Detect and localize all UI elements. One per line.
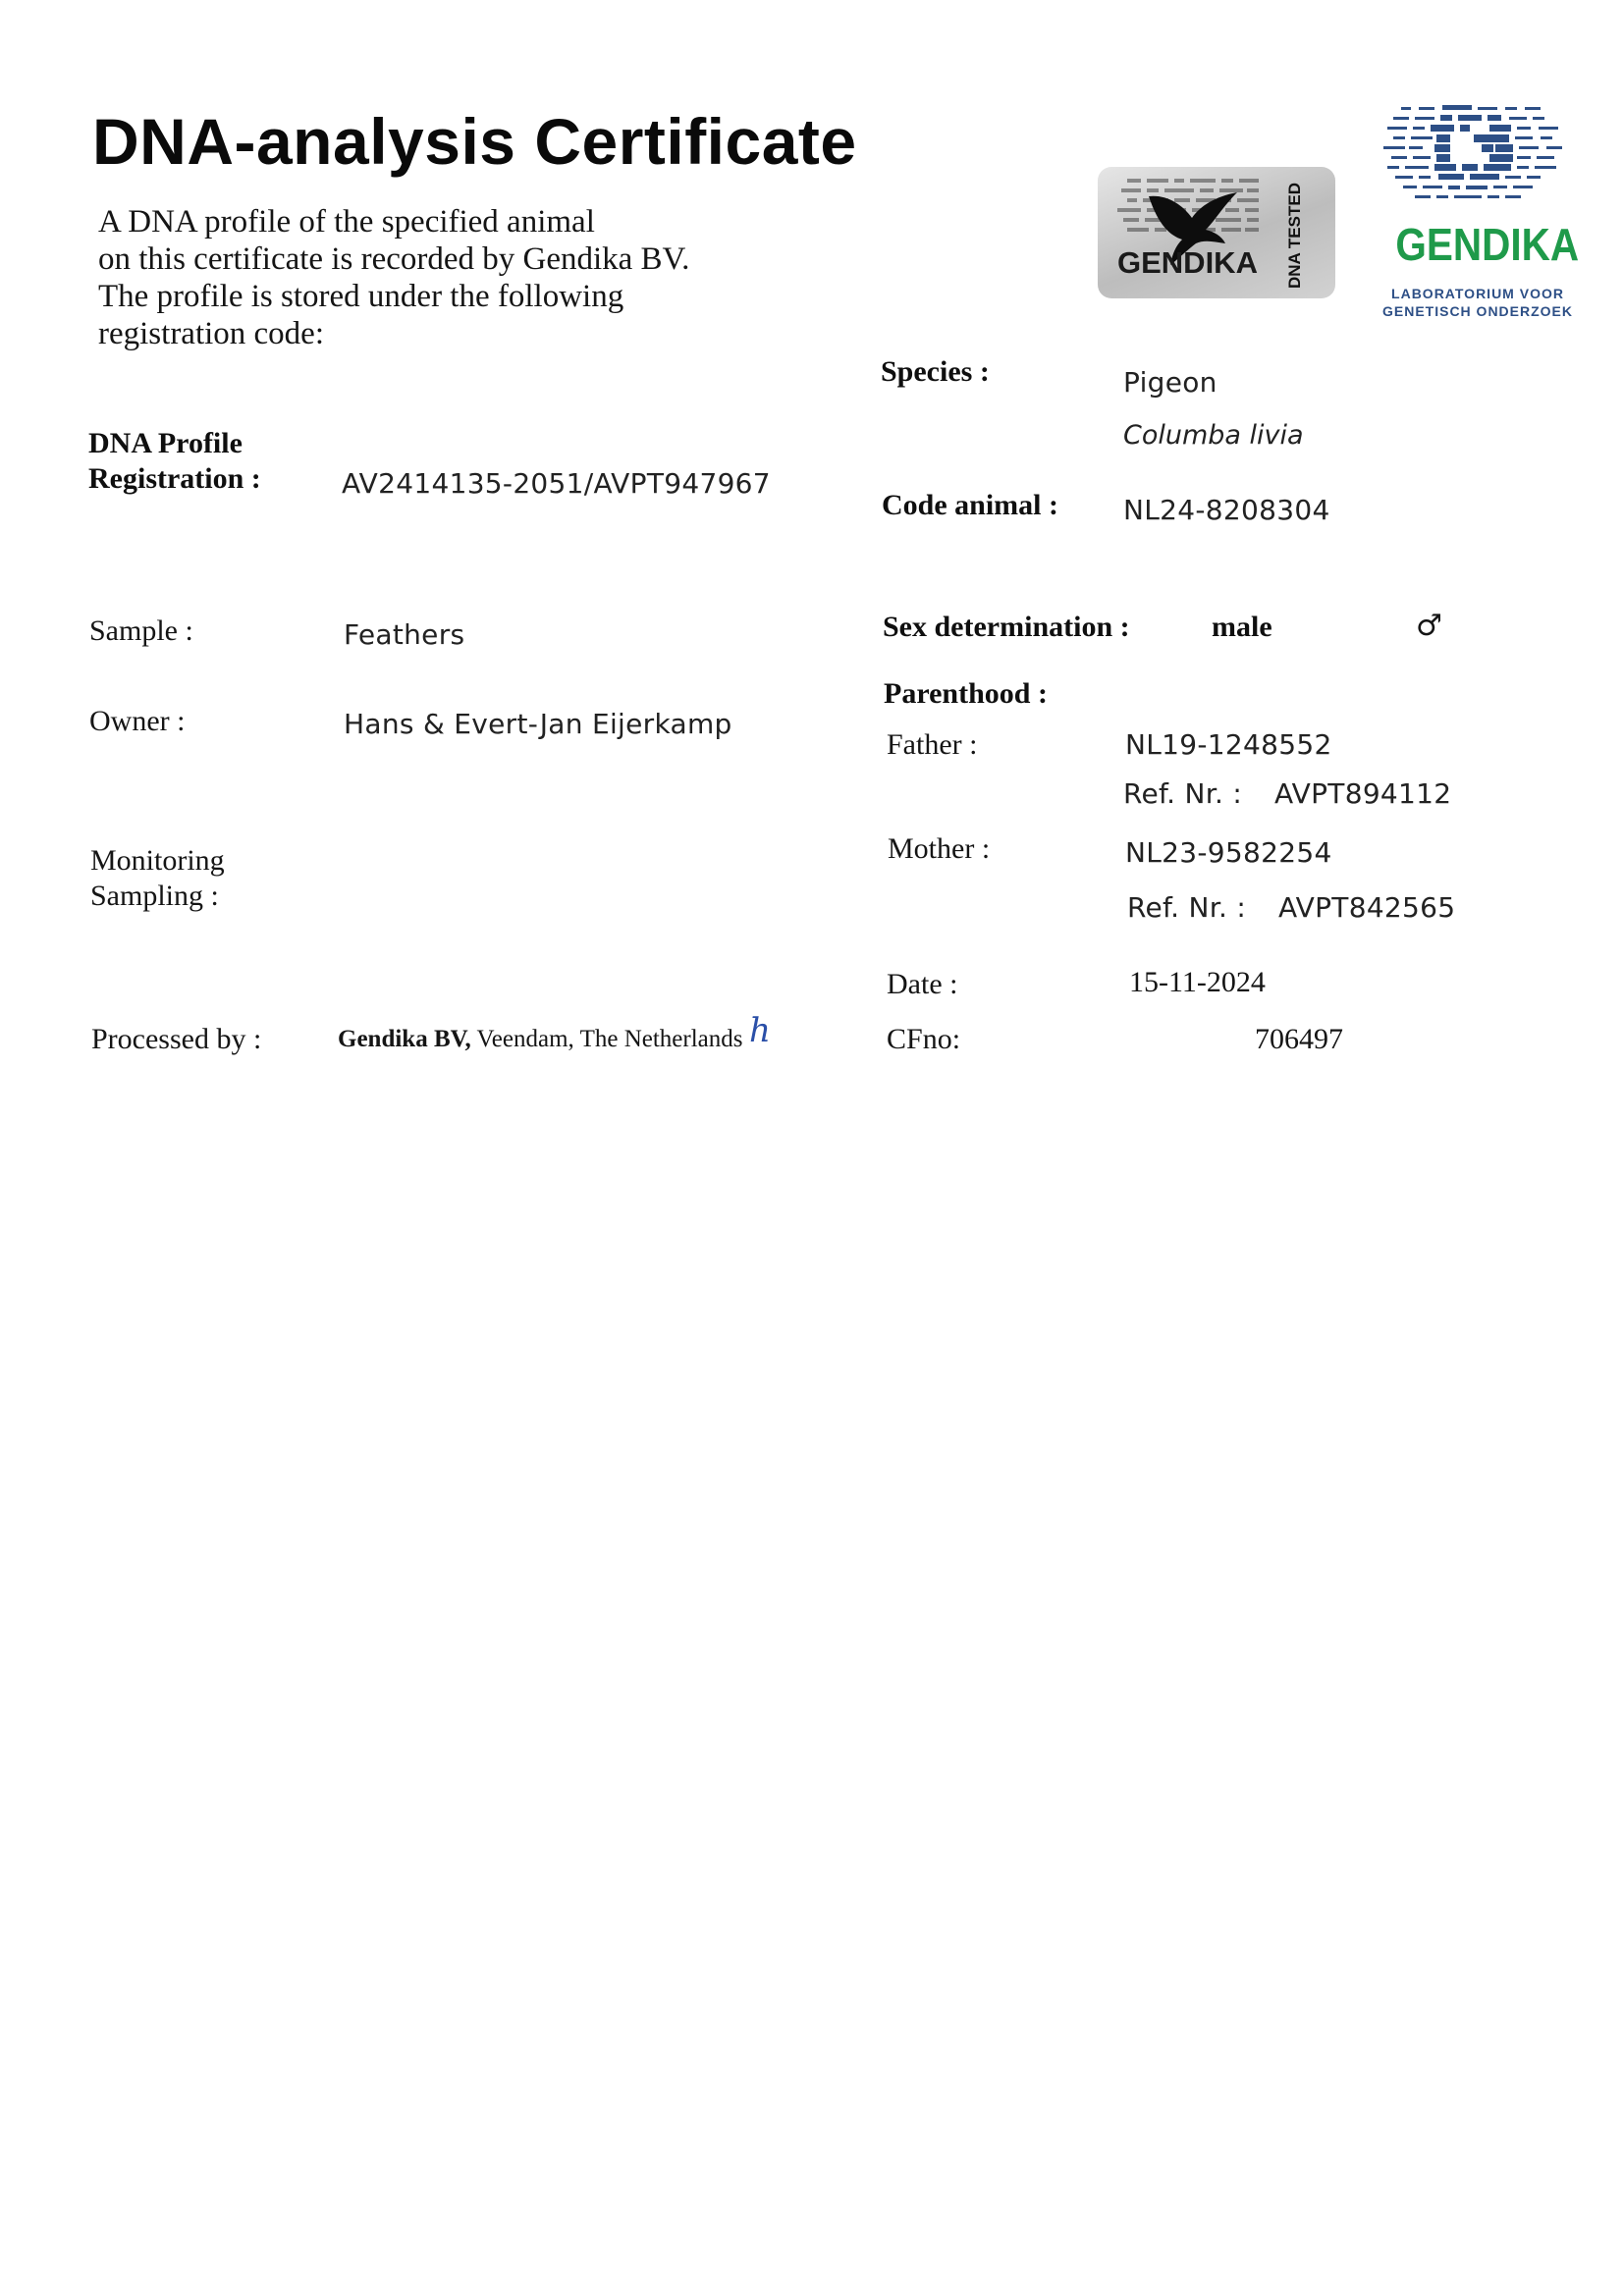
owner-value: Hans & Evert-Jan Eijerkamp xyxy=(344,708,732,740)
gendika-logo-mark xyxy=(1380,103,1576,213)
gendika-logo-subtitle xyxy=(1380,285,1576,320)
father-ref-value: AVPT894112 xyxy=(1274,777,1452,810)
intro-line: on this certificate is recorded by Gendika BV. xyxy=(98,241,690,277)
sex-value: male xyxy=(1212,611,1272,643)
certificate-title: DNA-analysis Certificate xyxy=(92,105,857,178)
processed-company: Gendika BV, xyxy=(338,1026,471,1052)
sex-determination-label: Sex determination : xyxy=(883,611,1130,643)
processed-location: Veendam, The Netherlands xyxy=(470,1026,743,1052)
sample-label: Sample : xyxy=(89,614,193,647)
father-value: NL19-1248552 xyxy=(1125,728,1332,761)
dna-profile-label: DNA Profile xyxy=(88,427,243,459)
registration-value: AV2414135-2051/AVPT947967 xyxy=(342,467,771,500)
processed-by-label: Processed by : xyxy=(91,1023,262,1055)
intro-line: A DNA profile of the specified animal xyxy=(98,204,595,240)
father-label: Father : xyxy=(887,728,978,761)
logo-sub-line: LABORATORIUM VOOR xyxy=(1391,286,1564,301)
code-animal-label: Code animal : xyxy=(882,489,1058,521)
mother-ref-label: Ref. Nr. : xyxy=(1127,891,1247,924)
registration-label: Registration : xyxy=(88,462,261,495)
owner-label: Owner : xyxy=(89,705,186,737)
male-symbol-icon: ♂ xyxy=(1416,609,1442,643)
intro-line: registration code: xyxy=(98,316,325,351)
intro-text xyxy=(98,203,689,352)
seal-tag-text: DNA TESTED xyxy=(1285,183,1304,289)
monitoring-label: Monitoring xyxy=(90,844,225,877)
father-ref-label: Ref. Nr. : xyxy=(1123,777,1243,810)
date-label: Date : xyxy=(887,968,958,1000)
dna-tested-seal xyxy=(1098,167,1335,298)
species-latin-value: Columba livia xyxy=(1123,420,1304,451)
seal-brand-text: GENDIKA xyxy=(1117,245,1258,280)
mother-value: NL23-9582254 xyxy=(1125,836,1332,869)
processed-by-value xyxy=(338,1026,743,1053)
handwritten-initial-mark: ℎ xyxy=(749,1011,771,1050)
code-animal-value: NL24-8208304 xyxy=(1123,494,1330,526)
sample-value: Feathers xyxy=(344,618,465,651)
intro-line: The profile is stored under the following xyxy=(98,279,624,314)
logo-sub-line: GENETISCH ONDERZOEK xyxy=(1381,303,1573,319)
gendika-logo-name: GENDIKA xyxy=(1395,219,1580,270)
mother-label: Mother : xyxy=(888,832,991,865)
cfno-label: CFno: xyxy=(887,1023,961,1055)
date-value: 15-11-2024 xyxy=(1129,966,1266,998)
cfno-value: 706497 xyxy=(1255,1023,1343,1055)
sampling-label: Sampling : xyxy=(90,880,219,912)
species-common-value: Pigeon xyxy=(1123,366,1217,399)
parenthood-label: Parenthood : xyxy=(884,677,1048,710)
species-label: Species : xyxy=(881,355,990,388)
mother-ref-value: AVPT842565 xyxy=(1278,891,1456,924)
